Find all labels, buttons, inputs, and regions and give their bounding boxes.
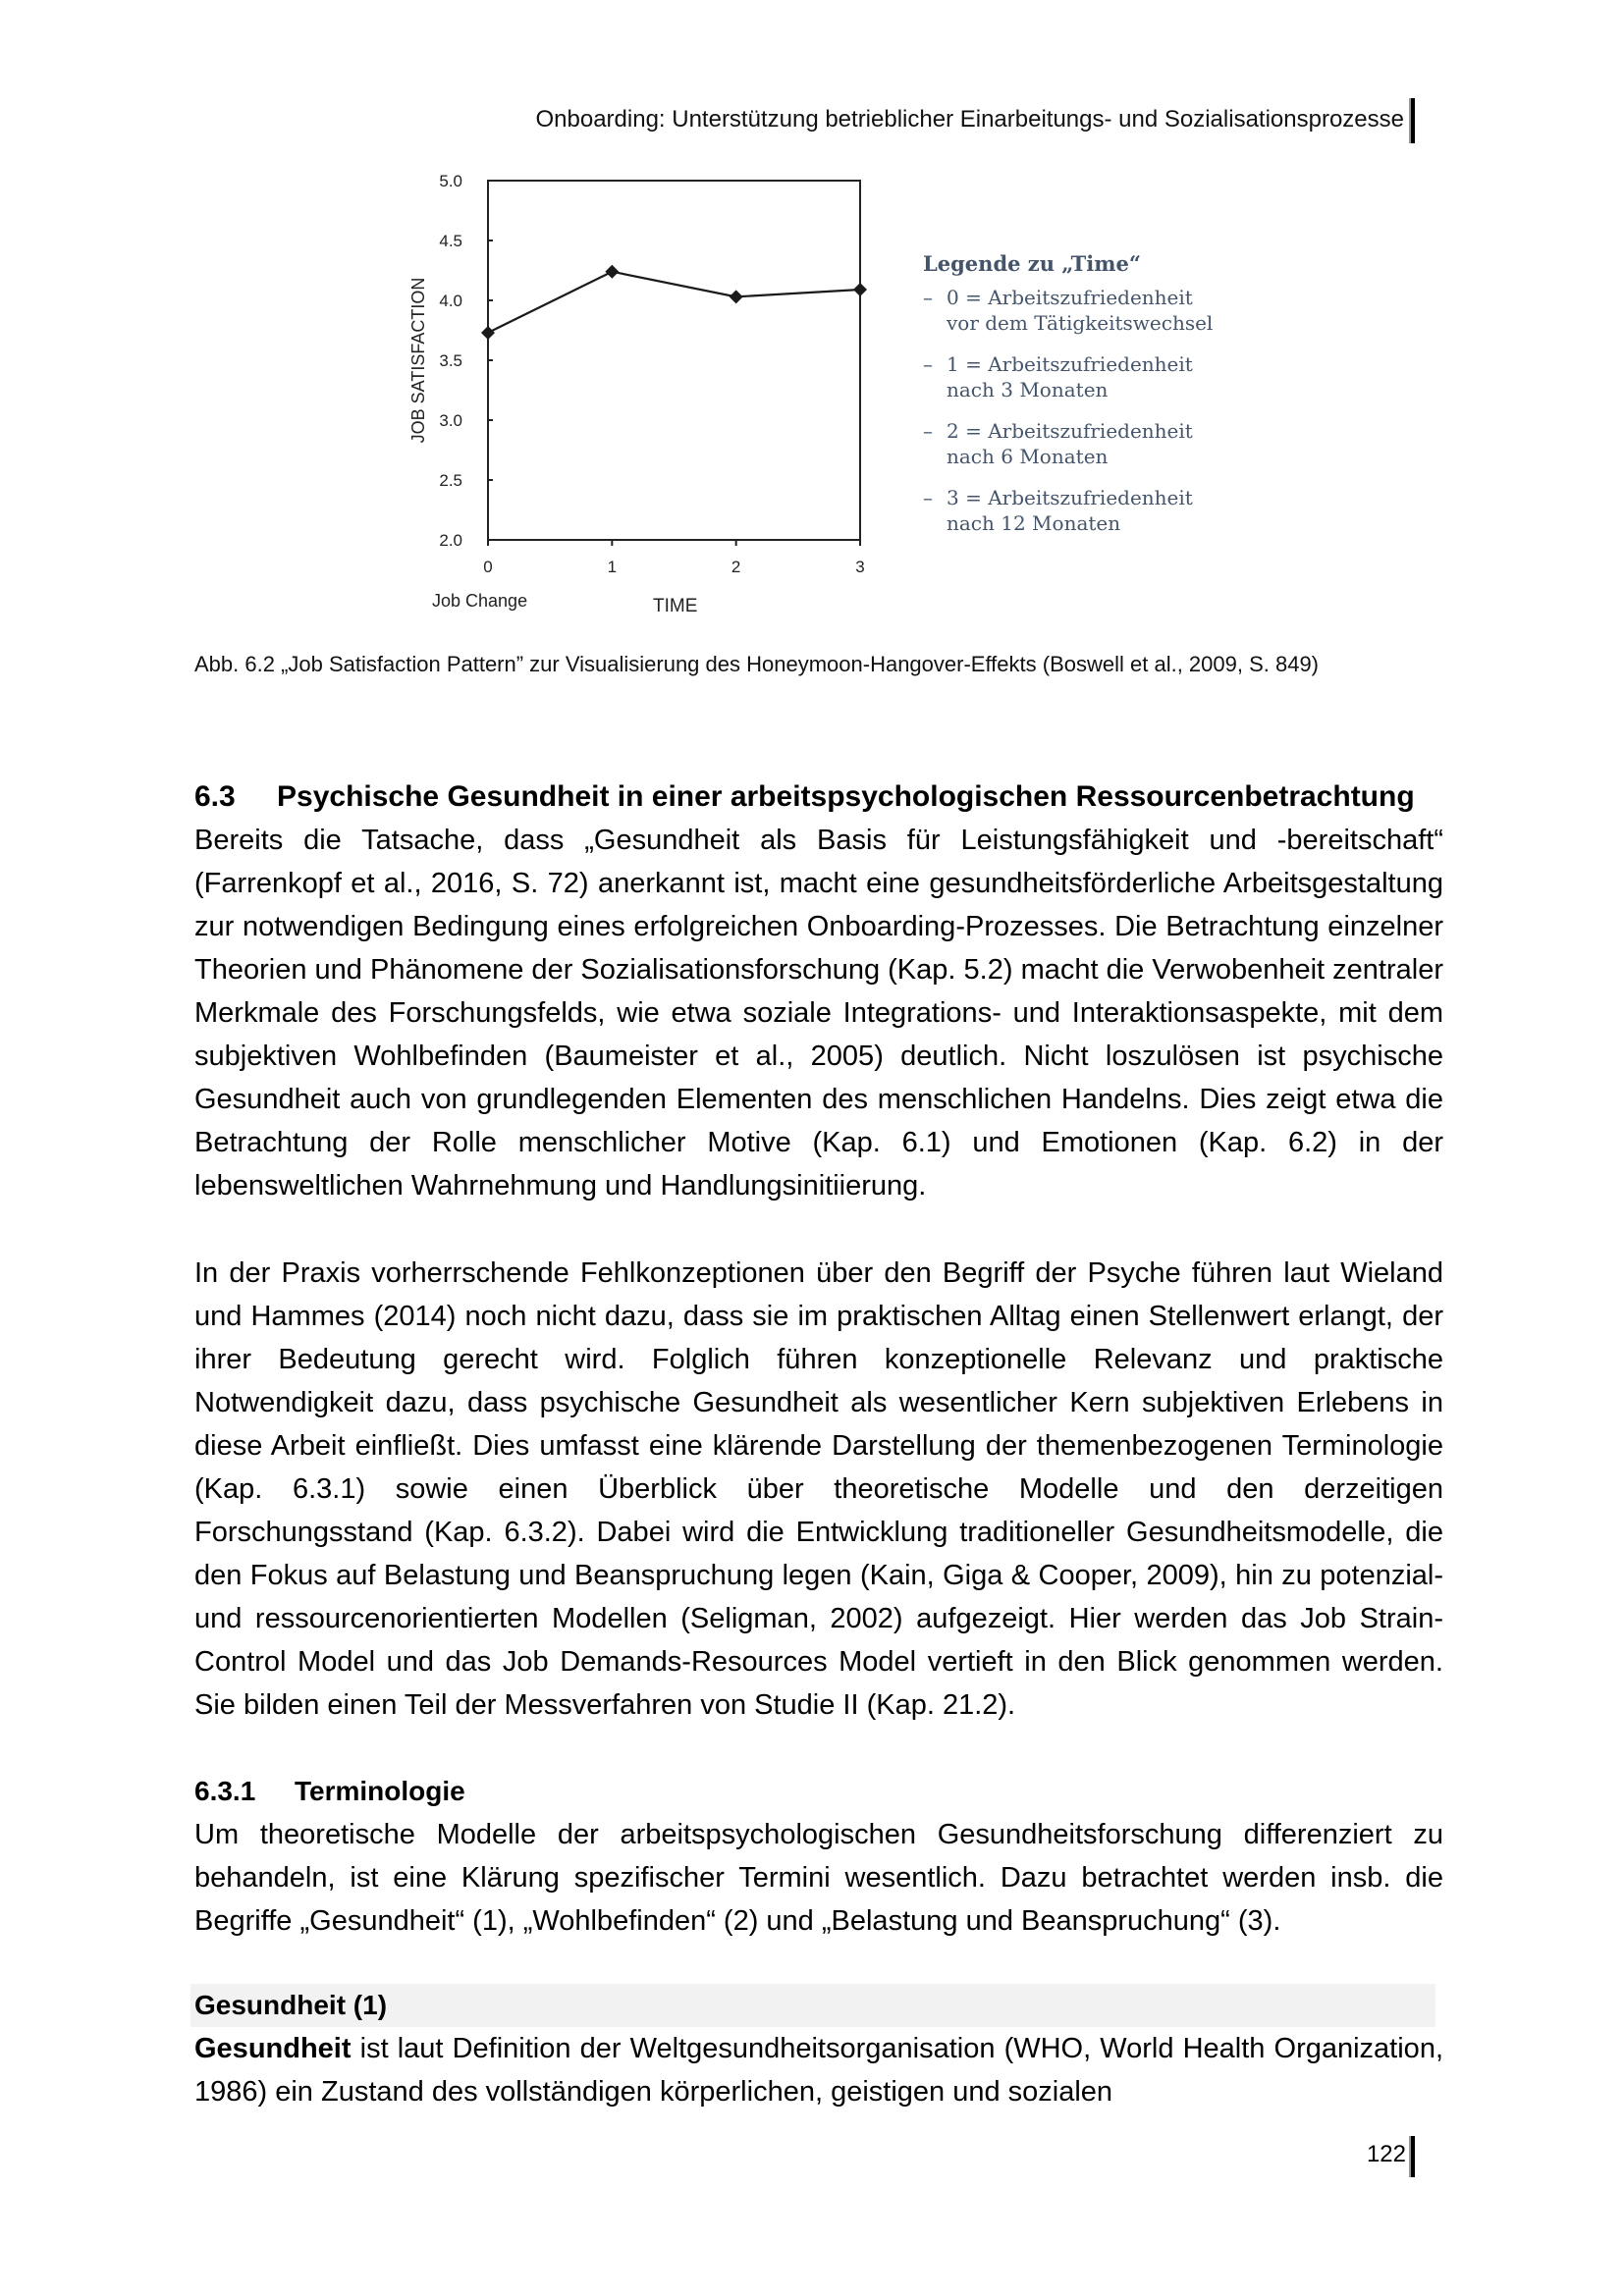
bold-term: Gesundheit <box>194 2033 352 2064</box>
legend-item-label: 3 = Arbeitszufriedenheit <box>947 486 1193 509</box>
x-axis-sublabel: Job Change <box>432 591 528 611</box>
legend-item-detail: nach 12 Monaten <box>947 511 1121 535</box>
line-chart <box>393 167 923 638</box>
section-title: Psychische Gesundheit in einer arbeitspsychologischen Ressourcenbetrachtung <box>277 780 1415 813</box>
paragraph <box>194 1813 1443 1943</box>
diamond-marker-icon <box>481 326 495 340</box>
paragraph-text: Um theoretische Modelle der arbeitspsychologischen Gesundheitsforschung differenziert zu behandeln, ist eine Klärung spezifischer Termini wesentlich. Dazu betrachtet werden insb. die Begriffe „Gesundheit“ (1), „Wohlbefinden“ (2) und „Belastung und Beanspruchung“ (3). <box>194 1819 1443 1937</box>
legend-item-detail: nach 3 Monaten <box>947 378 1109 401</box>
legend-item-label: 1 = Arbeitszufriedenheit <box>947 352 1193 376</box>
y-tick-label: 2.0 <box>439 531 462 550</box>
y-tick-label: 5.0 <box>439 172 462 190</box>
dash-bullet-icon: – <box>923 486 933 509</box>
y-tick-label: 3.0 <box>439 411 462 430</box>
legend-item <box>923 485 1257 536</box>
y-tick-label: 4.5 <box>439 232 462 250</box>
paragraph <box>194 1252 1443 1727</box>
diamond-marker-icon <box>853 283 867 296</box>
paragraph-text: Bereits die Tatsache, dass „Gesundheit als Basis für Leistungsfähigkeit und -bereitschaft“ (Farrenkopf et al., 2016, S. 72) anerkannt ist, macht eine gesundheitsförderliche Arbeitsgestaltung zur notwendigen Bedingung eines erfolgreichen Onboarding-Prozesses. Die Betrachtung einzelner Theorien und Phänomene der Sozialisationsforschung (Kap. 5.2) macht die Verwobenheit zentraler Merkmale des Forschungsfelds, wie etwa soziale Integrations- und Interaktionsaspekte, mit dem subjektiven Wohlbefinden (Baumeister et al., 2005) deutlich. Nicht loszulösen ist psychische Gesundheit auch von grundlegenden Elementen des menschlichen Handelns. Dies zeigt etwa die Betrachtung der Rolle menschlicher Motive (Kap. 6.1) und Emotionen (Kap. 6.2) in der lebensweltlichen Wahrnehmung und Handlungsinitiierung. <box>194 825 1443 1201</box>
figure-caption: Abb. 6.2 „Job Satisfaction Pattern” zur Visualisierung des Honeymoon-Hangover-Effekts (Boswell et al., 2009, S. 849) <box>194 652 1320 676</box>
x-tick-label: 0 <box>483 558 493 576</box>
diamond-marker-icon <box>605 265 619 279</box>
x-axis-label: TIME <box>653 596 698 616</box>
diamond-marker-icon <box>730 290 743 303</box>
footer-rule <box>1411 2136 1415 2177</box>
section-number: 6.3 <box>194 780 236 813</box>
dash-bullet-icon: – <box>923 419 933 443</box>
paragraph <box>194 2027 1443 2113</box>
y-axis-label: JOB SATISFACTION <box>408 277 428 444</box>
paragraph-text: In der Praxis vorherrschende Fehlkonzeptionen über den Begriff der Psyche führen laut Wieland und Hammes (2014) noch nicht dazu, dass sie im praktischen Alltag einen Stellenwert erlangt, der ihrer Bedeutung gerecht wird. Folglich führen konzeptionelle Relevanz und praktische Notwendigkeit dazu, dass psychische Gesundheit als wesentlicher Kern subjektiven Erlebens in diese Arbeit einfließt. Dies umfasst eine klärende Darstellung der themenbezogenen Terminologie (Kap. 6.3.1) sowie einen Überblick über theoretische Modelle und den derzeitigen Forschungsstand (Kap. 6.3.2). Dabei wird die Entwicklung traditioneller Gesundheitsmodelle, die den Fokus auf Belastung und Beanspruchung legen (Kain, Giga & Cooper, 2009), hin zu potenzial- und ressourcenorientierten Modellen (Seligman, 2002) aufgezeigt. Hier werden das Job Strain-Control Model und das Job Demands-Resources Model vertieft in den Blick genommen werden. Sie bilden einen Teil der Messverfahren von Studie II (Kap. 21.2). <box>194 1257 1443 1721</box>
legend-title: Legende zu „Time“ <box>923 251 1141 276</box>
header-rule <box>1411 98 1415 143</box>
legend-item-detail: nach 6 Monaten <box>947 445 1109 468</box>
section-heading-6-3-1 <box>194 1770 1443 1813</box>
dash-bullet-icon: – <box>923 352 933 376</box>
legend-item <box>923 285 1257 336</box>
chart-legend <box>923 249 1257 552</box>
section-title: Terminologie <box>295 1776 465 1806</box>
legend-item-label: 0 = Arbeitszufriedenheit <box>947 286 1193 309</box>
section-heading-6-3 <box>194 775 1443 819</box>
section-number: 6.3.1 <box>194 1776 256 1806</box>
x-tick-label: 3 <box>855 558 865 576</box>
running-header: Onboarding: Unterstützung betrieblicher Einarbeitungs- und Sozialisationsprozesse <box>535 106 1404 133</box>
dash-bullet-icon: – <box>923 286 933 309</box>
x-tick-label: 2 <box>731 558 741 576</box>
plot-frame <box>488 181 860 540</box>
paragraph-text: ist laut Definition der Weltgesundheitsorganisation (WHO, World Health Organization, 1986) ein Zustand des vollständigen körperlichen, geistigen und sozialen <box>194 2033 1443 2108</box>
y-tick-label: 2.5 <box>439 471 462 490</box>
legend-item-label: 2 = Arbeitszufriedenheit <box>947 419 1193 443</box>
y-tick-label: 3.5 <box>439 351 462 370</box>
y-tick-label: 4.0 <box>439 292 462 310</box>
page-number: 122 <box>1366 2141 1406 2167</box>
x-tick-label: 1 <box>607 558 618 576</box>
subsection-heading-health: Gesundheit (1) <box>194 1990 388 2020</box>
data-line <box>488 272 860 333</box>
legend-item-detail: vor dem Tätigkeitswechsel <box>947 311 1214 335</box>
legend-item <box>923 418 1257 469</box>
legend-item <box>923 351 1257 402</box>
paragraph <box>194 819 1443 1207</box>
